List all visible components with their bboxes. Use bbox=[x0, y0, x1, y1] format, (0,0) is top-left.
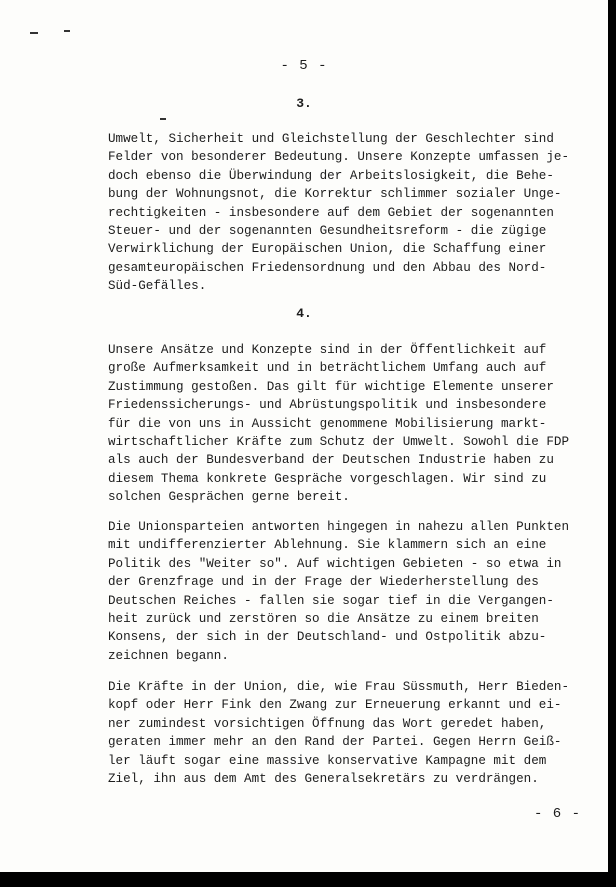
text-line: Politik des "Weiter so". Auf wichtigen Gebieten - so etwa in bbox=[108, 556, 562, 571]
text-line: Unsere Ansätze und Konzepte sind in der Öffentlichkeit auf bbox=[108, 343, 547, 357]
text-line: Ziel, ihn aus dem Amt des Generalsekretärs zu verdrängen. bbox=[108, 772, 539, 787]
text-line: der Grenzfrage und in der Frage der Wiederherstellung des bbox=[108, 575, 539, 590]
scan-mark bbox=[30, 32, 38, 34]
scan-mark bbox=[160, 118, 166, 120]
text-line: geraten immer mehr an den Rand der Partei. Gegen Herrn Geiß- bbox=[108, 735, 562, 750]
text-line: diesem Thema konkrete Gespräche vorgeschlagen. Wir sind zu bbox=[108, 471, 547, 486]
next-page-marker: - 6 - bbox=[534, 806, 582, 822]
text-line: Zustimmung gestoßen. Das gilt für wichtige Elemente unserer bbox=[108, 379, 554, 394]
section-number: 3. bbox=[296, 96, 312, 111]
paragraph bbox=[108, 341, 570, 507]
scan-border-right bbox=[608, 0, 616, 887]
text-line: doch ebenso die Überwindung der Arbeitslosigkeit, die Behe- bbox=[108, 168, 554, 183]
section-number: 4. bbox=[296, 306, 312, 321]
text-line: heit zurück und zerstören so die Ansätze zu einem breiten bbox=[108, 612, 539, 627]
text-line: Konsens, der sich in der Deutschland- und Ostpolitik abzu- bbox=[108, 630, 547, 645]
text-line: Umwelt, Sicherheit und Gleichstellung der Geschlechter sind bbox=[108, 132, 554, 146]
scan-border-bottom bbox=[0, 872, 616, 887]
text-line: wirtschaftlicher Kräfte zum Schutz der Umwelt. Sowohl die FDP bbox=[108, 435, 570, 450]
text-line: solchen Gesprächen gerne bereit. bbox=[108, 490, 350, 505]
text-line: Deutschen Reiches - fallen sie sogar tief in die Vergangen- bbox=[108, 593, 554, 608]
text-line: Die Kräfte in der Union, die, wie Frau Süssmuth, Herr Bieden- bbox=[108, 680, 570, 694]
text-line: rechtigkeiten - insbesondere auf dem Gebiet der sogenannten bbox=[108, 205, 554, 220]
paragraph bbox=[108, 518, 570, 665]
text-line: gesamteuropäischen Friedensordnung und den Abbau des Nord- bbox=[108, 260, 547, 275]
text-line: ler läuft sogar eine massive konservative Kampagne mit dem bbox=[108, 753, 547, 768]
text-line: Felder von besonderer Bedeutung. Unsere Konzepte umfassen je- bbox=[108, 150, 570, 165]
text-line: zeichnen begann. bbox=[108, 648, 229, 663]
text-line: Steuer- und der sogenannten Gesundheitsreform - die zügige bbox=[108, 224, 547, 239]
text-line: als auch der Bundesverband der Deutschen Industrie haben zu bbox=[108, 453, 554, 468]
paragraph bbox=[108, 678, 570, 788]
text-line: bung der Wohnungsnot, die Korrektur schlimmer sozialer Unge- bbox=[108, 187, 562, 202]
text-line: mit undifferenzierter Ablehnung. Sie klammern sich an eine bbox=[108, 538, 547, 553]
text-line: ner zumindest vorsichtigen Öffnung das Wort geredet haben, bbox=[108, 716, 547, 731]
text-line: kopf oder Herr Fink den Zwang zur Erneuerung erkannt und ei- bbox=[108, 698, 562, 713]
text-line: Friedenssicherungs- und Abrüstungspolitik und insbesondere bbox=[108, 398, 547, 413]
text-line: für die von uns in Aussicht genommene Mobilisierung markt- bbox=[108, 416, 547, 431]
text-line: Die Unionsparteien antworten hingegen in nahezu allen Punkten bbox=[108, 520, 570, 534]
paragraph bbox=[108, 130, 570, 296]
text-line: große Aufmerksamkeit und in beträchtlichem Umfang auch auf bbox=[108, 361, 547, 376]
page-number: - 5 - bbox=[280, 58, 328, 74]
text-line: Verwirklichung der Europäischen Union, die Schaffung einer bbox=[108, 242, 547, 257]
scan-mark bbox=[64, 30, 70, 32]
text-line: Süd-Gefälles. bbox=[108, 279, 207, 294]
